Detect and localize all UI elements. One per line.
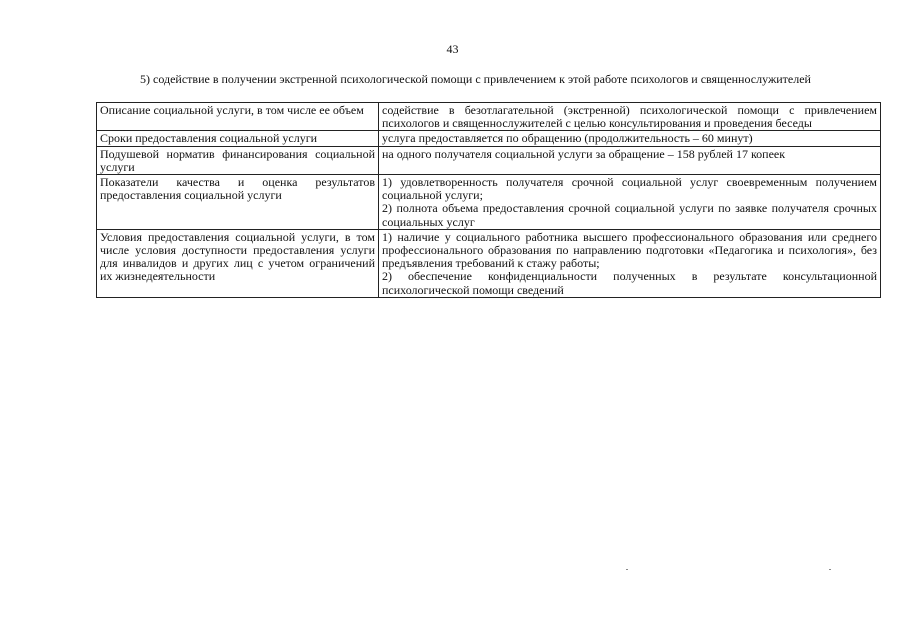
row-label: Описание социальной услуги, в том числе ее объем <box>97 103 379 131</box>
row-value-item: 1) наличие у социального работника высшего профессионального образования или среднего профессионального образования по направлению подготовки «Педагогика и психология», без предъявления требований к стажу работы; <box>382 229 877 271</box>
scan-speck <box>626 569 628 570</box>
table-row <box>97 146 881 174</box>
row-value <box>379 103 881 131</box>
section-heading: 5) содействие в получении экстренной психологической помощи с привлечением к этой работе психологов и священнослужителей <box>140 72 811 86</box>
scan-speck <box>829 569 831 570</box>
table-row <box>97 131 881 146</box>
row-label: Условия предоставления социальной услуги, в том числе условия доступности предоставления услуги для инвалидов и других лиц с учетом ограничений их жизнедеятельности <box>97 229 379 297</box>
service-table <box>96 102 881 298</box>
row-value-item: 1) удовлетворенность получателя срочной социальной услуг своевременным получением социальной услуги; <box>382 175 877 203</box>
row-value-item: 2) обеспечение конфиденциальности полученных в результате консультационной психологической помощи сведений <box>382 269 877 297</box>
row-value-item: 2) полнота объема предоставления срочной социальной услуги по заявке получателя срочных социальных услуг <box>382 201 877 229</box>
row-value <box>379 229 881 297</box>
row-label: Сроки предоставления социальной услуги <box>97 131 379 146</box>
table-row <box>97 175 881 230</box>
row-value <box>379 131 881 146</box>
row-value-item: услуга предоставляется по обращению (продолжительность – 60 минут) <box>382 131 753 146</box>
row-label: Подушевой норматив финансирования социальной услуги <box>97 146 379 174</box>
row-value-item: содействие в безотлагательной (экстренной) психологической помощи с привлечением психологов и священнослужителей с целью консультирования и проведения беседы <box>382 103 877 131</box>
page-number: 43 <box>446 42 459 56</box>
row-label: Показатели качества и оценка результатов предоставления социальной услуги <box>97 175 379 230</box>
table-row <box>97 103 881 131</box>
table-row <box>97 229 881 297</box>
row-value-item: на одного получателя социальной услуги за обращение – 158 рублей 17 копеек <box>382 146 786 161</box>
row-value <box>379 175 881 230</box>
row-value <box>379 146 881 174</box>
